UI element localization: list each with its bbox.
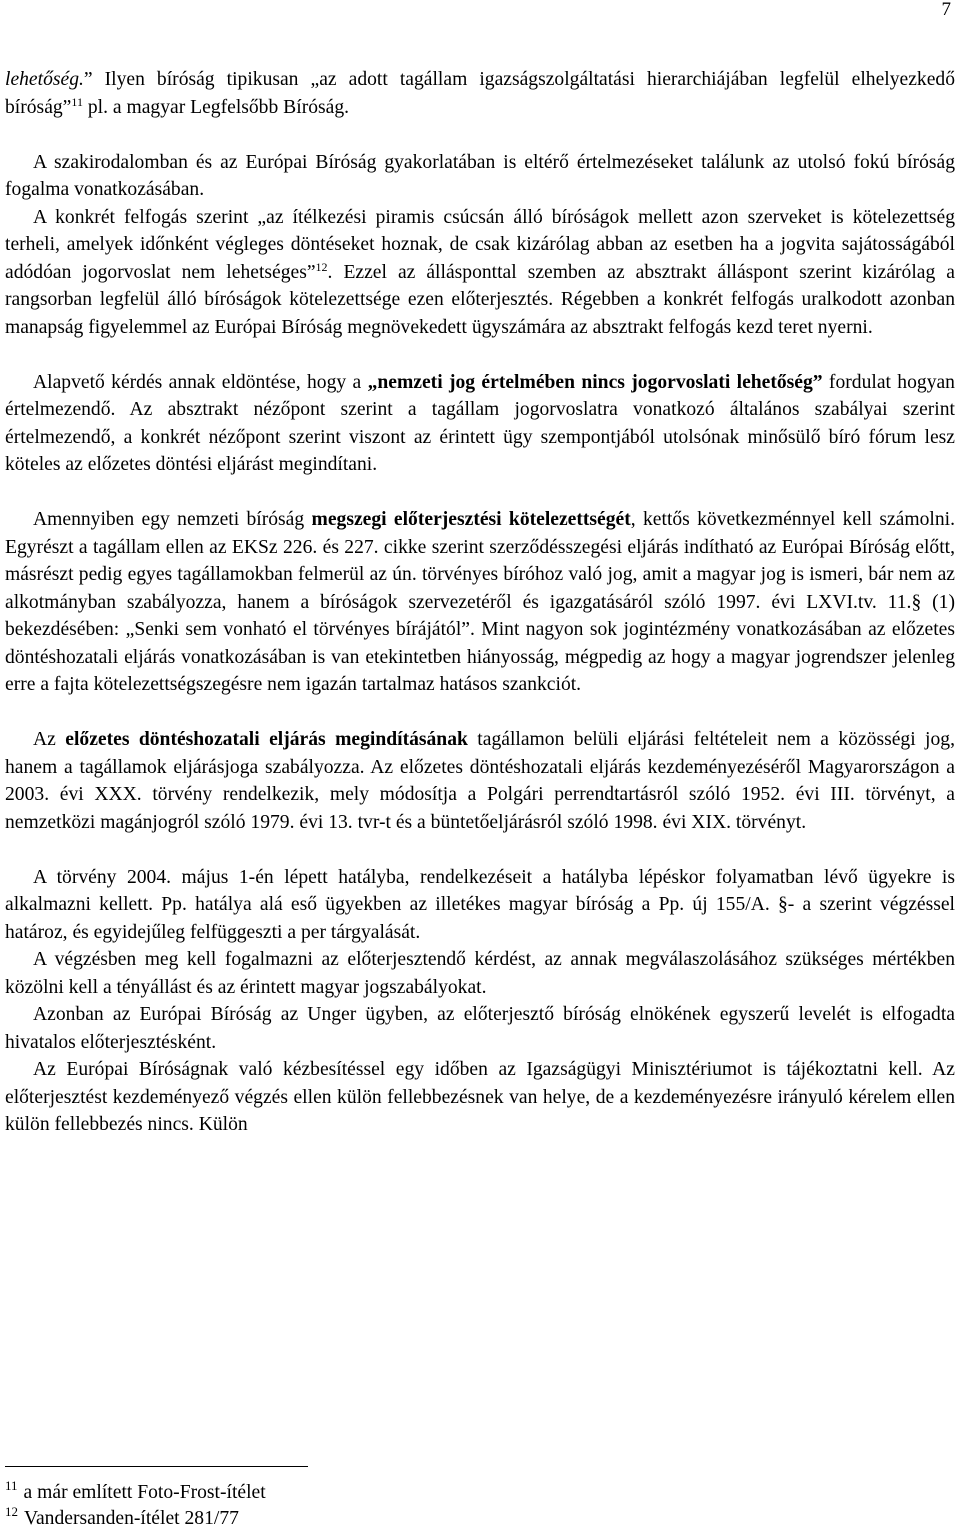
paragraph-5	[5, 506, 955, 699]
footnote-number: 12	[5, 1504, 18, 1519]
document-page	[5, 0, 955, 1537]
footnote-text: Vandersanden-ítélet 281/77	[24, 1508, 239, 1529]
paragraph-4-rest: fordulat hogyan értelmezendő. Az absztrakt nézőpont szerint a tagállam jogorvoslatra vonatkozó általános szabályai szerint értelmezendő, a konkrét nézőpont szerint viszont az érintett ügy szempontjából utolsónak minősülő bíró fórum lesz köteles az előzetes döntési eljárást megindítani.	[5, 371, 955, 475]
footnote-ref-12: 12	[315, 259, 328, 274]
paragraph-10: Az Európai Bíróságnak való kézbesítéssel egy időben az Igazságügyi Minisztériumot is tájékoztatni kell. Az előterjesztést kezdeményező végzés ellen külön fellebbezésnek van helye, de a kezdeményezésre irányuló kérelem ellen külön fellebbezés nincs. Külön	[5, 1059, 955, 1135]
italic-word: lehetőség.	[5, 69, 84, 90]
paragraph-5-lead: Amennyiben egy nemzeti bíróság	[33, 509, 312, 530]
paragraph-1	[5, 66, 955, 121]
footnote-divider	[5, 1466, 308, 1467]
body-text	[5, 66, 955, 1139]
paragraph-gap	[5, 121, 955, 149]
paragraph-5-bold: megszegi előterjesztési kötelezettségét	[311, 509, 631, 530]
paragraph-6-lead: Az	[33, 729, 66, 750]
paragraph-gap	[5, 836, 955, 864]
paragraph-7: A törvény 2004. május 1-én lépett hatályba, rendelkezéseit a hatályba lépéskor folyamatban lévő ügyekre is alkalmazni kellett. Pp. hatálya alá eső ügyekben az illetékes magyar bíróság a Pp. új 155/A. §- a szerint végzéssel határoz, és egyidejűleg felfüggeszti a per tárgyalását.	[5, 866, 955, 943]
paragraph-8: A végzésben meg kell fogalmazni az előterjesztendő kérdést, az annak megválaszolásához szükséges mértékben közölni kell a tényállást és az érintett magyar jogszabályokat.	[5, 949, 955, 998]
footnote-text: a már említett Foto-Frost-ítélet	[23, 1482, 266, 1503]
footnote-12	[5, 1506, 955, 1532]
paragraph-1-text: ” Ilyen bíróság tipikusan „az adott tagállam igazságszolgáltatási hierarchiájában legfelül elhelyezkedő bíróság”	[5, 69, 955, 118]
paragraph-6-bold: előzetes döntéshozatali eljárás megindításának	[65, 729, 468, 750]
paragraph-6	[5, 726, 955, 836]
paragraph-4-bold: „nemzeti jog értelmében nincs jogorvoslati lehetőség”	[367, 371, 823, 393]
footnote-11	[5, 1480, 955, 1506]
paragraph-6-rest: tagállamon belüli eljárási feltételeit nem a közösségi jog, hanem a tagállamok eljárásjoga szabályozza. Az előzetes döntéshozatali eljárás kezdeményezéséről Magyarországon a 2003. évi XXX. törvény rendelkezik, mely módosítja a Polgári perrendtartásról szóló 1952. évi III. törvényt, a nemzetközi magánjogról szóló 1979. évi 13. tvr-t és a büntetőeljárásról szóló 1998. évi XIX. törvényt.	[5, 729, 955, 833]
paragraph-2: A szakirodalomban és az Európai Bíróság gyakorlatában is eltérő értelmezéseket találunk az utolsó fokú bíróság fogalma vonatkozásában.	[5, 151, 955, 200]
paragraph-3	[5, 204, 955, 342]
paragraph-3-tail: . Ezzel az állásponttal szemben az absztrakt álláspont szerint kizárólag a rangsorban legfelül álló bíróságok kötelezettsége ezen előterjesztés. Régebben a konkrét felfogás uralkodott azonban manapság figyelemmel az Európai Bíróság megnövekedett ügyszámára az absztrakt felfogás kezd teret nyerni.	[5, 261, 955, 338]
paragraph-4-lead: Alapvető kérdés annak eldöntése, hogy a	[33, 371, 368, 393]
footnotes	[5, 1480, 955, 1532]
paragraph-4	[5, 369, 955, 479]
paragraph-3-text: A konkrét felfogás szerint „az ítélkezési piramis csúcsán álló bíróságok mellett azon szerveket is kötelezettség terheli, amelyek időnként végleges döntéseket hoznak, de csak kizárólag abban az esetben ha a jogvita sajátosságából adódóan jogorvoslat nem lehetséges”	[5, 206, 955, 283]
footnote-ref-11: 11	[71, 94, 83, 109]
paragraph-1-tail: pl. a magyar Legfelsőbb Bíróság.	[82, 96, 350, 118]
footnote-number: 11	[5, 1478, 18, 1493]
paragraph-gap	[5, 341, 955, 369]
paragraph-gap	[5, 479, 955, 507]
paragraph-9: Azonban az Európai Bíróság az Unger ügyben, az előterjesztő bíróság elnökének egyszerű levelét is elfogadta hivatalos előterjesztésként.	[5, 1004, 955, 1053]
paragraph-5-rest: , kettős következménnyel kell számolni. Egyrészt a tagállam ellen az EKSz 226. és 227. cikke szerint szerződésszegési eljárás indítható az Európai Bíróság előtt, másrészt pedig egyes tagállamokban felmerül az ún. törvényes bíróhoz való jog, amit a magyar jog is ismeri, bár nem az alkotmányban szabályozza, hanem a bíróságok szervezetéről és igazgatásáról szóló 1997. évi LXVI.tv. 11.§ (1) bekezdésében: „Senki sem vonható el törvényes bírájától”. Mint nagyon sok jogintézmény vonatkozásában az előzetes döntéshozatali eljárás vonatkozásában is van etekintetben hiányosság, mégpedig az hogy a magyar jogrendszer jelenleg erre a fajta kötelezettségszegésre nem igazán tartalmaz hatásos szankciót.	[5, 509, 955, 695]
paragraph-gap	[5, 699, 955, 727]
page-number: 7	[941, 0, 951, 20]
